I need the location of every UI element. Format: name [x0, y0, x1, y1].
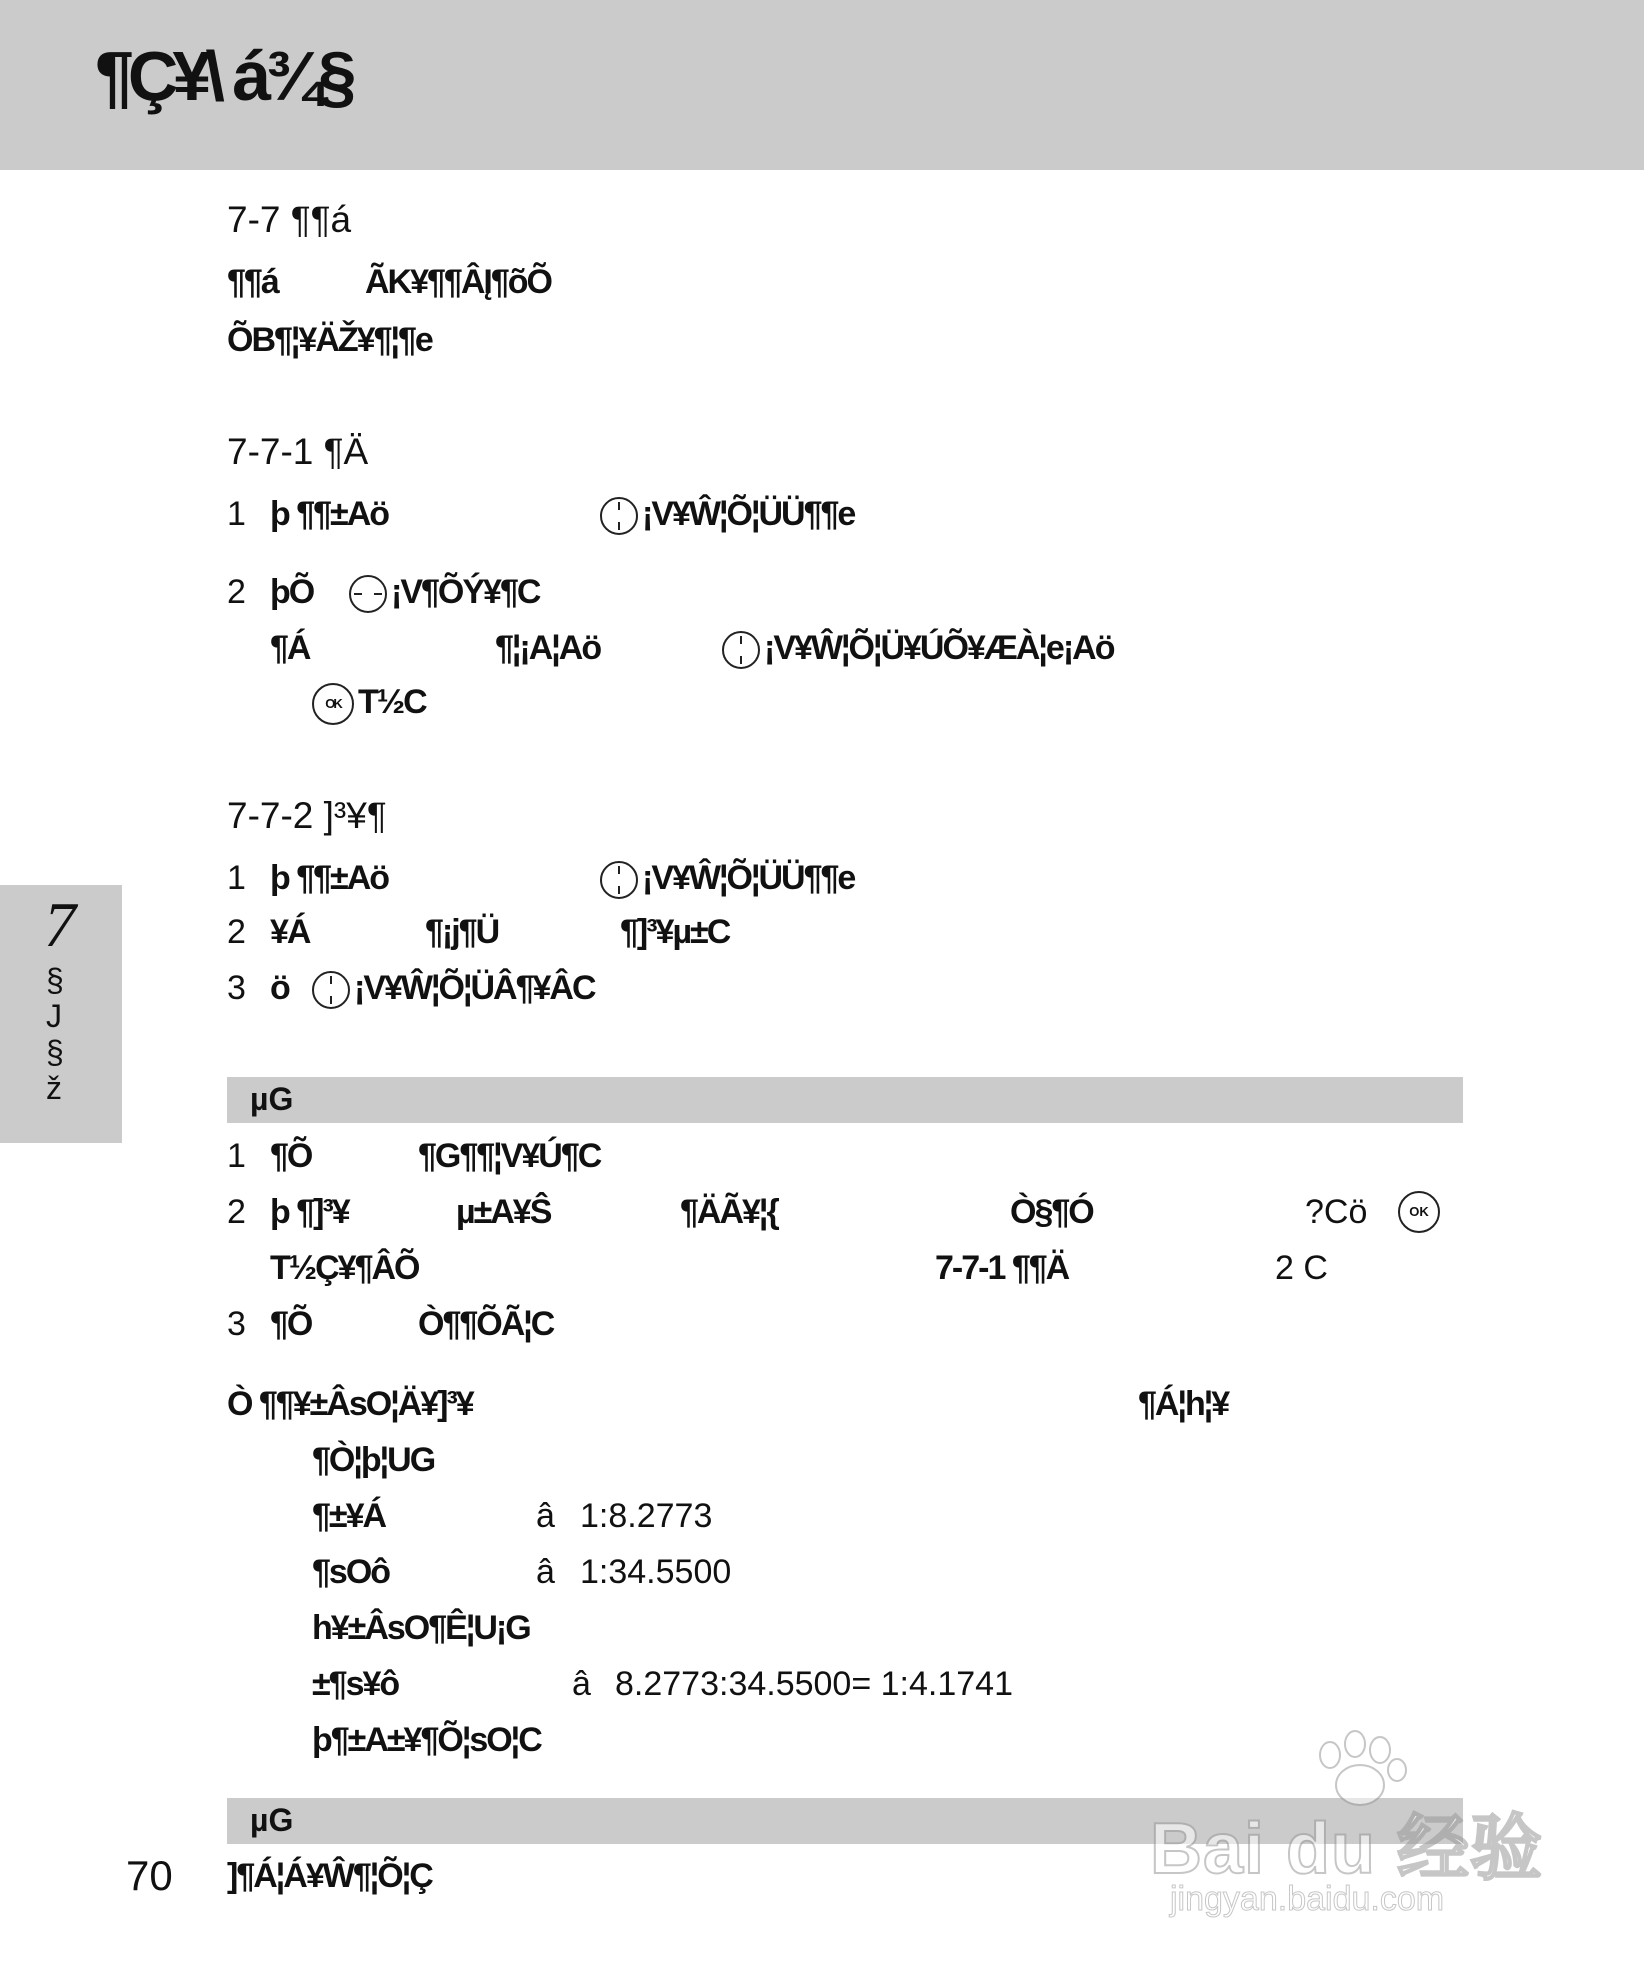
- step-text: ¡V¥Ŵ¦Õ¦ÜÂ¶¥ÂC: [308, 968, 595, 1009]
- note-label: µG: [250, 1081, 294, 1117]
- step-text: þ ¶¶±Aö: [270, 495, 389, 533]
- note-number: 3: [227, 1305, 246, 1343]
- example-text: ¶Á¦h¦¥: [1138, 1385, 1229, 1423]
- step-text: OK T½C: [312, 682, 426, 725]
- note-text: Ò§¶Ó: [1010, 1193, 1093, 1231]
- note-label: µG: [250, 1802, 294, 1838]
- chapter-number: 7: [44, 889, 76, 960]
- example-row-value: 1:8.2773: [580, 1497, 713, 1535]
- note-number: 2: [227, 1193, 246, 1231]
- navigation-dial-icon: [312, 971, 350, 1009]
- note-text: Ò¶¶ÕÃ¦C: [418, 1305, 554, 1343]
- example-row-sep: â: [536, 1497, 555, 1535]
- example-label: ¶Ò¦þ¦UG: [312, 1441, 435, 1479]
- step-text: ¶¡j¶Ü: [425, 913, 499, 951]
- note-text: 7-7-1 ¶¶Ä: [935, 1249, 1069, 1287]
- section-title: 7-7 ¶¶á: [227, 199, 352, 240]
- chapter-label: §J§ž: [46, 962, 64, 1106]
- example-row-label: ¶sOô: [312, 1553, 390, 1591]
- note-number: 1: [227, 1137, 246, 1175]
- example-label: h¥±ÂsO¶Ê¦U¡G: [312, 1609, 530, 1647]
- intro-line-2: ÕB¶¦¥ÄŽ¥¶¦¶e: [227, 321, 432, 359]
- note-text: ¶Õ: [270, 1137, 312, 1175]
- intro-line-1a: ¶¶á: [227, 263, 278, 301]
- example-text: þ¶±A±¥¶Õ¦sO¦C: [312, 1721, 541, 1759]
- note-text: 2 C: [1275, 1249, 1328, 1287]
- step-text: þÕ: [270, 573, 314, 611]
- navigation-dial-icon: [600, 497, 638, 535]
- note-text: ]¶Á¦Á¥Ŵ¶¦Õ¦Ç: [227, 1857, 432, 1895]
- example-row-value: 1:34.5500: [580, 1553, 732, 1591]
- page-number: 70: [126, 1852, 173, 1899]
- page-title: ¶Ç¥\ á¾§: [95, 37, 351, 115]
- example-text: Ò ¶¶¥±ÂsO¦Ä¥]³¥: [227, 1385, 473, 1423]
- step-text: ö: [270, 969, 289, 1007]
- watermark-text: Bai du 经验: [1150, 1809, 1544, 1889]
- note-text: ?Cö: [1305, 1193, 1368, 1231]
- note-text: ¶G¶¶¦V¥Ú¶C: [418, 1137, 601, 1175]
- step-text: ¡V¥Ŵ¦Õ¦Ü¥ÚÕ¥ÆÀ¦e¡Aö: [718, 628, 1113, 669]
- navigation-dial-icon: [722, 631, 760, 669]
- step-text: ¥Á: [270, 913, 310, 951]
- step-number: 3: [227, 969, 246, 1007]
- note-text: ¶ÄÃ¥¦{: [680, 1193, 778, 1231]
- step-text: ¶]³¥µ±C: [620, 913, 730, 951]
- step-text: ¶¦¡A¦Aö: [495, 629, 601, 667]
- step-text: ¶Á: [270, 629, 310, 667]
- step-text: ¡V¥Ŵ¦Õ¦ÜÜ¶¶e: [596, 858, 854, 899]
- note-bar: [227, 1077, 1463, 1123]
- note-text: T½Ç¥¶ÂÕ: [270, 1249, 419, 1287]
- note-text: µ±A¥Ŝ: [456, 1193, 551, 1231]
- step-text: ¡V¶ÕÝ¥¶C: [345, 572, 539, 613]
- example-row-sep: â: [572, 1665, 591, 1703]
- navigation-dial-icon: [600, 861, 638, 899]
- subsection-title-2: 7-7-2 ]³¥¶: [227, 795, 387, 836]
- step-number: 1: [227, 495, 246, 533]
- ok-button-icon: OK: [1398, 1191, 1440, 1233]
- example-row-value: 8.2773:34.5500= 1:4.1741: [615, 1665, 1013, 1703]
- note-text: [1398, 1190, 1444, 1233]
- step-number: 2: [227, 573, 246, 611]
- intro-line-1b: ÃK¥¶¶ÂĮ¶õÕ: [365, 263, 551, 301]
- note-text: ¶Õ: [270, 1305, 312, 1343]
- watermark-url: jingyan.baidu.com: [1170, 1880, 1445, 1918]
- example-row-sep: â: [536, 1553, 555, 1591]
- navigation-dial-icon: [349, 575, 387, 613]
- ok-button-icon: OK: [312, 683, 354, 725]
- example-row-label: ¶±¥Á: [312, 1497, 386, 1535]
- step-number: 2: [227, 913, 246, 951]
- step-text: þ ¶¶±Aö: [270, 859, 389, 897]
- example-row-label: ±¶s¥ô: [312, 1665, 399, 1703]
- watermark-logo: [1150, 1730, 1550, 1920]
- subsection-title-1: 7-7-1 ¶Ä: [227, 431, 369, 472]
- step-number: 1: [227, 859, 246, 897]
- step-text: ¡V¥Ŵ¦Õ¦ÜÜ¶¶e: [596, 494, 854, 535]
- note-text: þ ¶]³¥: [270, 1193, 349, 1231]
